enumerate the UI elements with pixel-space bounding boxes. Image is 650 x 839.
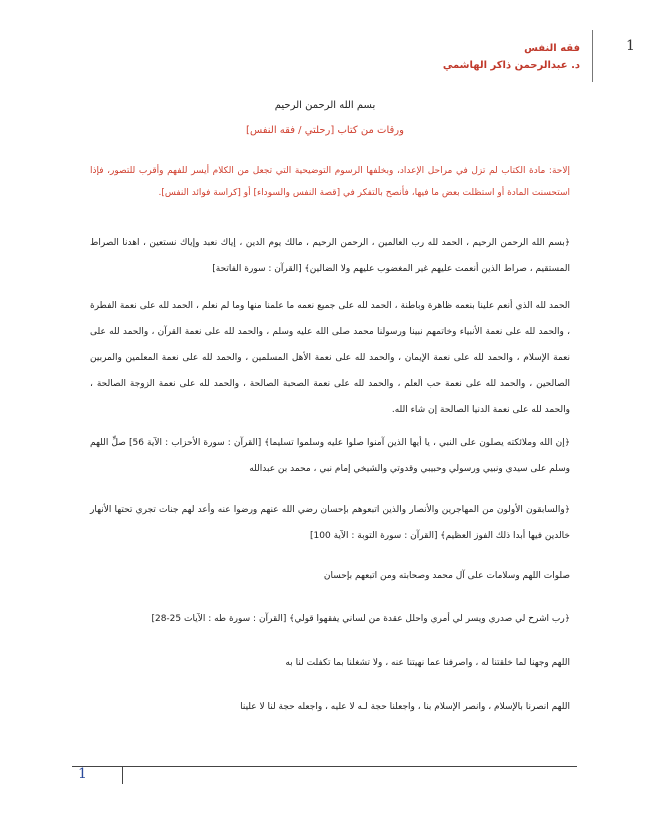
sahaba-paragraph: ﴿والسابقون الأولون من المهاجرين والأنصار والذين اتبعوهم بإحسان رضي الله عنهم ورضوا عنه وأعد لهم جنات تجري تحتها الأنهار خالدين فيها أبدا ذلك الفوز العظيم﴾ [القرآن : سورة التوبة : الآية 100] — [90, 505, 570, 541]
dua-guidance-paragraph: اللهم وجهنا لما خلقتنا له ، واصرفنا عما نهيتنا عنه ، ولا تشغلنا بما تكفلت لنا به — [285, 658, 570, 668]
dua-victory-paragraph: اللهم انصرنا بالإسلام ، وانصر الإسلام بنا ، واجعلنا حجة لـه لا عليه ، واجعله حجة لنا لا علينا — [240, 702, 570, 712]
footer-tick — [122, 766, 123, 784]
ahl-paragraph: صلوات اللهم وسلامات على آل محمد وصحابته ومن اتبعهم بإحسان — [323, 571, 570, 581]
dua-sharh-paragraph: ﴿رب اشرح لي صدري ويسر لي أمري واحلل عقدة من لساني يفقهوا قولي﴾ [القرآن : سورة طه : الآيات 25-28] — [151, 614, 570, 624]
page-number-footer: 1 — [78, 766, 87, 782]
basmala: بسم الله الرحمن الرحيم — [274, 100, 376, 111]
intro-note: إلاحة: مادة الكتاب لم تزل في مراحل الإعداد، وبخلفها الرسوم التوضيحية التي تجعل من الكلام أيسر للفهم وأقرب للتصور، فإذا استحسنت المادة أو استظلت بعض ما فيها، فأنصح بالتفكر في [قصة النفس والسوداء] أو [كراسة فوائد النفس]. — [90, 166, 570, 198]
page-number-top: 1 — [626, 38, 635, 54]
footer-rule — [72, 766, 577, 767]
header-divider — [592, 30, 593, 82]
fatiha-paragraph: ﴿بسم الله الرحمن الرحيم ، الحمد لله رب العالمين ، الرحمن الرحيم ، مالك يوم الدين ، إياك نعبد وإياك نستعين ، اهدنا الصراط المستقيم ، صراط الذين أنعمت عليهم غير المغضوب عليهم ولا الضالين﴾ [القرآن : سورة الفاتحة] — [90, 238, 570, 274]
author-name: د. عبدالرحمن ذاكر الهاشمي — [442, 60, 580, 71]
document-header — [443, 40, 580, 74]
book-title: فقه النفس — [524, 43, 580, 54]
salawat-paragraph: ﴿إن الله وملائكته يصلون على النبي ، يا أيها الذين آمنوا صلوا عليه وسلموا تسليما﴾ [القرآن : سورة الأحزاب : الآية 56] صلِّ اللهم وسلم على سيدي ونبيي ورسولي وحبيبي وقدوتي والشيخي إمام نبي ، محمد بن عبدالله — [90, 438, 570, 474]
subtitle: ورقات من كتاب [رحلتي / فقه النفس] — [246, 125, 404, 136]
praise-paragraph: الحمد لله الذي أنعم علينا بنعمه ظاهرة وباطنة ، الحمد لله على جميع نعمه ما علمنا منها وما لم نعلم ، الحمد لله على نعمة الفطرة ، والحمد لله على نعمة الأنبياء وخاتمهم نبينا ورسولنا محمد صلى الله عليه وسلم ، والحمد لله على نعمة القرآن ، والحمد لله على نعمة الإسلام ، والحمد لله على نعمة الإيمان ، والحمد لله على نعمة الأهل المسلمين ، والحمد لله على نعمة المعلمين والمربين الصالحين ، والحمد لله على نعمة حب العلم ، والحمد لله على نعمة الصحبة الصالحة ، والحمد لله على نعمة الزوجة الصالحة ، والحمد لله على نعمة الدنيا الصالحة إن شاء الله. — [90, 301, 570, 415]
